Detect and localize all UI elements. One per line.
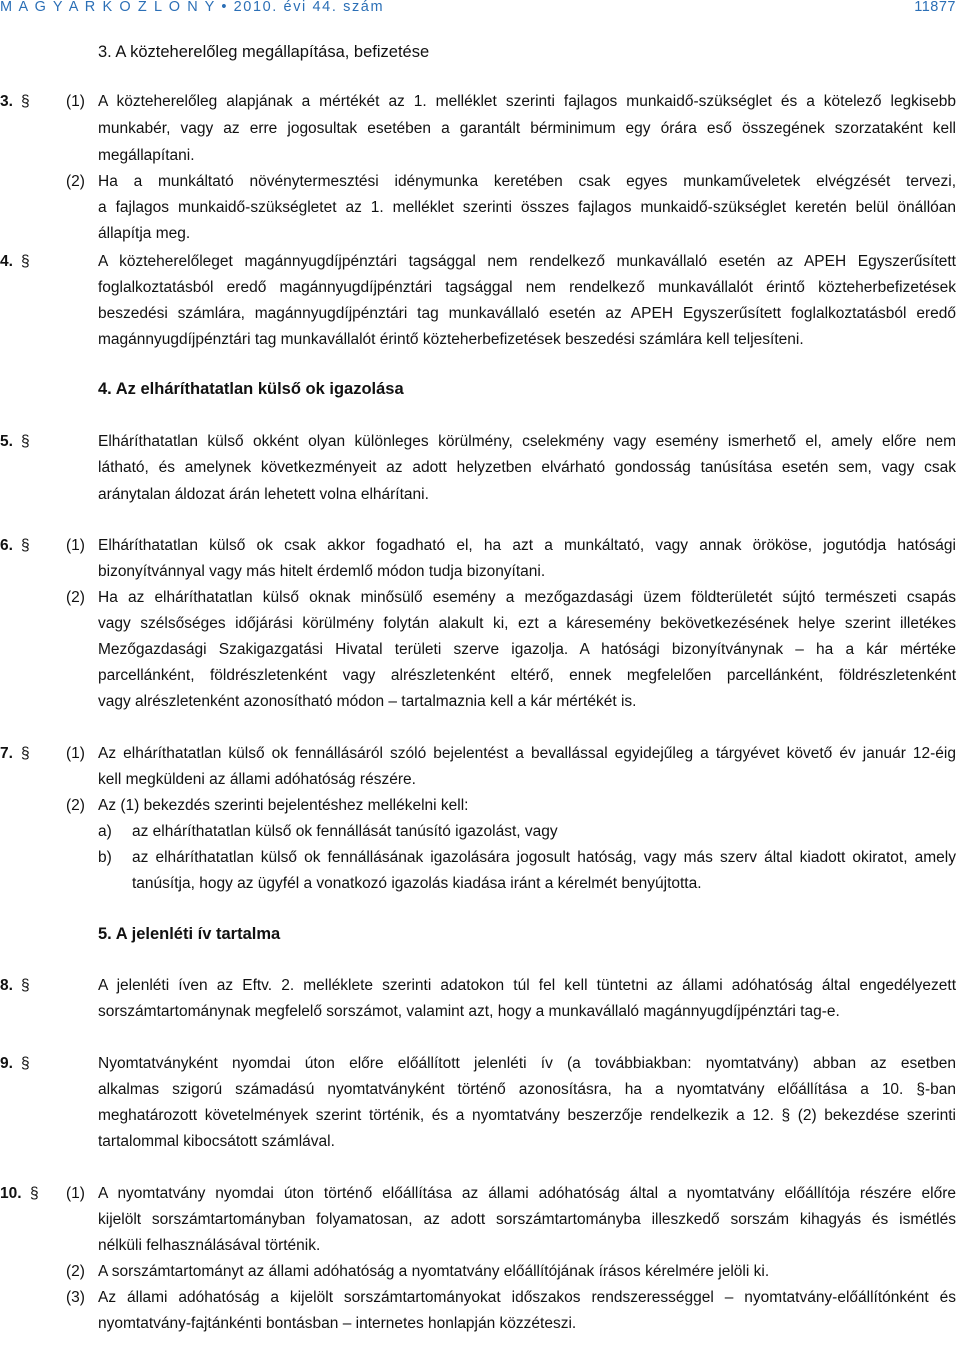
text-line: tanúsítja, hogy az ügyfél a vonatkozó igazolás kiadása iránt a kérelmét benyújtotta. xyxy=(132,875,702,892)
text-line: Elháríthatatlan külső ok csak akkor fogadható el, ha azt a munkáltató, vagy annak örököse, jogutódja hatósági xyxy=(98,537,956,554)
text-line: bizonyítvánnyal vagy más hitelt érdemlő módon tudja bizonyítani. xyxy=(98,563,546,580)
text-line: alkalmas szigorú számadású nyomtatványként történő azonosításra, ha a nyomtatvány előállítása a 10. §-ban xyxy=(98,1081,956,1098)
text-line: foglalkoztatásból eredő magánnyugdíjpénztári tagsággal nem rendelkező munkavállalót érintő közteherbefizetések xyxy=(98,279,956,296)
text-line: A nyomtatvány nyomdai úton történő előállítása az állami adóhatóság által a nyomtatvány előállítója részére előre xyxy=(98,1185,956,1202)
text-line: megállapítani. xyxy=(98,147,195,164)
para-number-5: 5. xyxy=(0,433,13,450)
sub-mark-1: (1) xyxy=(66,745,85,762)
sub-mark-1: (1) xyxy=(66,537,85,554)
journal-title: M A G Y A R K Ö Z L Ö N Y • 2010. évi 44. szám xyxy=(0,0,385,15)
text-line: Az állami adóhatóság a kijelölt sorszámtartományokat időszakos rendszerességgel – nyomtatvány-előállítónként és xyxy=(98,1289,956,1306)
text-line: a fajlagos munkaidő-szükségletet az 1. melléklet szerinti összes fajlagos munkaidő-szükséglet keretén belül önállóan xyxy=(98,199,956,216)
text-line: meghatározott követelmények szerint történik, és a nyomtatvány beszerzője rendelkezik a 12. § (2) bekezdése szerinti xyxy=(98,1107,956,1124)
sub-mark-3: (3) xyxy=(66,1289,85,1306)
section-sign: § xyxy=(21,93,30,110)
section-sign: § xyxy=(21,1055,30,1072)
para-number-4: 4. xyxy=(0,253,13,270)
text-line: Ha az elháríthatatlan külső oknak minősülő esemény a mezőgazdasági üzem földterületét sújtó természeti csapás xyxy=(98,589,956,606)
sub-mark-2: (2) xyxy=(66,589,85,606)
text-line: kijelölt sorszámtartományban folyamatosan, az adott sorszámtartományba illeszkedő sorszám kihagyás és ismétlés xyxy=(98,1211,956,1228)
text-line: nyomtatvány-fajtánkénti bontásban – internetes honlapján közzéteszi. xyxy=(98,1315,577,1332)
section-sign: § xyxy=(30,1185,39,1202)
section-sign: § xyxy=(21,253,30,270)
text-line: A közteherelőleget magánnyugdíjpénztári tagsággal nem rendelkező munkavállaló esetén az APEH Egyszerűsített xyxy=(98,253,956,270)
list-marker-b: b) xyxy=(98,849,112,866)
text-line: tartalommal kibocsátott számlával. xyxy=(98,1133,335,1150)
sub-mark-1: (1) xyxy=(66,93,85,110)
text-line: vagy szélsőséges időjárási körülmény folytán alakult ki, ezt a káresemény bekövetkezésének helye szerint illetékes xyxy=(98,615,956,632)
section-heading-3: 3. A közteherelőleg megállapítása, befizetése xyxy=(98,43,430,61)
text-line: beszedési számlára, magánnyugdíjpénztári tag munkavállaló esetén az APEH Egyszerűsített foglalkoztatásból eredő xyxy=(98,305,956,322)
para-number-3: 3. xyxy=(0,93,13,110)
text-line: A sorszámtartományt az állami adóhatóság a nyomtatvány előállítójának írásos kérelmére jelöli ki. xyxy=(98,1263,770,1280)
text-line: nélküli felhasználásával történik. xyxy=(98,1237,321,1254)
text-line: parcellánként, földrészletenként vagy alrészletenként eltérő, ennek megfelelően parcellánként, földrészletenként xyxy=(98,667,956,684)
section-heading-4: 4. Az elháríthatatlan külső ok igazolása xyxy=(98,380,404,398)
text-line: sorszámtartománynak megfelelő sorszámot, valamint azt, hogy a munkavállaló magánnyugdíjpénztári tag-e. xyxy=(98,1003,840,1020)
section-sign: § xyxy=(21,537,30,554)
text-line: Nyomtatványként nyomdai úton előre előállított jelenléti ív (a továbbiakban: nyomtatvány) abban az esetben xyxy=(98,1055,956,1072)
text-line: az elháríthatatlan külső ok fennállását tanúsító igazolást, vagy xyxy=(132,823,558,840)
list-marker-a: a) xyxy=(98,823,112,840)
para-number-10: 10. xyxy=(0,1185,22,1202)
running-header xyxy=(0,0,960,21)
section-sign: § xyxy=(21,977,30,994)
text-line: kell megküldeni az állami adóhatóság részére. xyxy=(98,771,416,788)
text-line: A jelenléti íven az Eftv. 2. melléklete szerinti adatokon túl fel kell tüntetni az állami adóhatóság által engedélyezett xyxy=(98,977,956,994)
text-line: Elháríthatatlan külső okként olyan különleges körülmény, cselekmény vagy esemény ismerhető el, amely előre nem xyxy=(98,433,956,450)
section-heading-5: 5. A jelenléti ív tartalma xyxy=(98,925,281,943)
text-line: látható, és amelynek következményeit az adott helyzetben elvárható gondosság tanúsítása esetén sem, vagy csak xyxy=(98,459,956,476)
para-number-8: 8. xyxy=(0,977,13,994)
sub-mark-2: (2) xyxy=(66,1263,85,1280)
text-line: magánnyugdíjpénztári tag munkavállalót érintő közteherbefizetések beszedési számlára kell teljesíteni. xyxy=(98,331,804,348)
section-sign: § xyxy=(21,433,30,450)
text-line: vagy alrészletenként azonosítható módon – tartalmaznia kell a kár mértékét is. xyxy=(98,693,637,710)
text-line: aránytalan áldozat árán lehetett volna elhárítani. xyxy=(98,486,429,503)
page-number: 11877 xyxy=(914,0,956,15)
text-line: Az (1) bekezdés szerinti bejelentéshez mellékelni kell: xyxy=(98,797,469,814)
sub-mark-2: (2) xyxy=(66,173,85,190)
text-line: állapítja meg. xyxy=(98,225,191,242)
sub-mark-1: (1) xyxy=(66,1185,85,1202)
text-line: az elháríthatatlan külső ok fennállásának igazolására jogosult hatóság, vagy más szerv által kiadott okiratot, amely xyxy=(132,849,956,866)
text-line: Ha a munkáltató növénytermesztési idénymunka keretében csak egyes munkaműveletek elvégzését tervezi, xyxy=(98,173,956,190)
text-line: Az elháríthatatlan külső ok fennállásáról szóló bejelentést a bevallással egyidejűleg a tárgyévet követő év január 12-éig xyxy=(98,745,956,762)
para-number-9: 9. xyxy=(0,1055,13,1072)
text-line: A közteherelőleg alapjának a mértékét az 1. melléklet szerinti fajlagos munkaidő-szükséglet és a kötelező legkisebb xyxy=(98,93,956,110)
para-number-6: 6. xyxy=(0,537,13,554)
section-sign: § xyxy=(21,745,30,762)
text-line: Mezőgazdasági Szakigazgatási Hivatal területi szerve igazolja. A hatósági bizonyítványnak – ha a kár mértéke xyxy=(98,641,956,658)
para-number-7: 7. xyxy=(0,745,13,762)
sub-mark-2: (2) xyxy=(66,797,85,814)
text-line: munkabér, vagy az erre jogosultak esetében a garantált bérminimum egy órára eső összegének szorzataként kell xyxy=(98,120,956,137)
